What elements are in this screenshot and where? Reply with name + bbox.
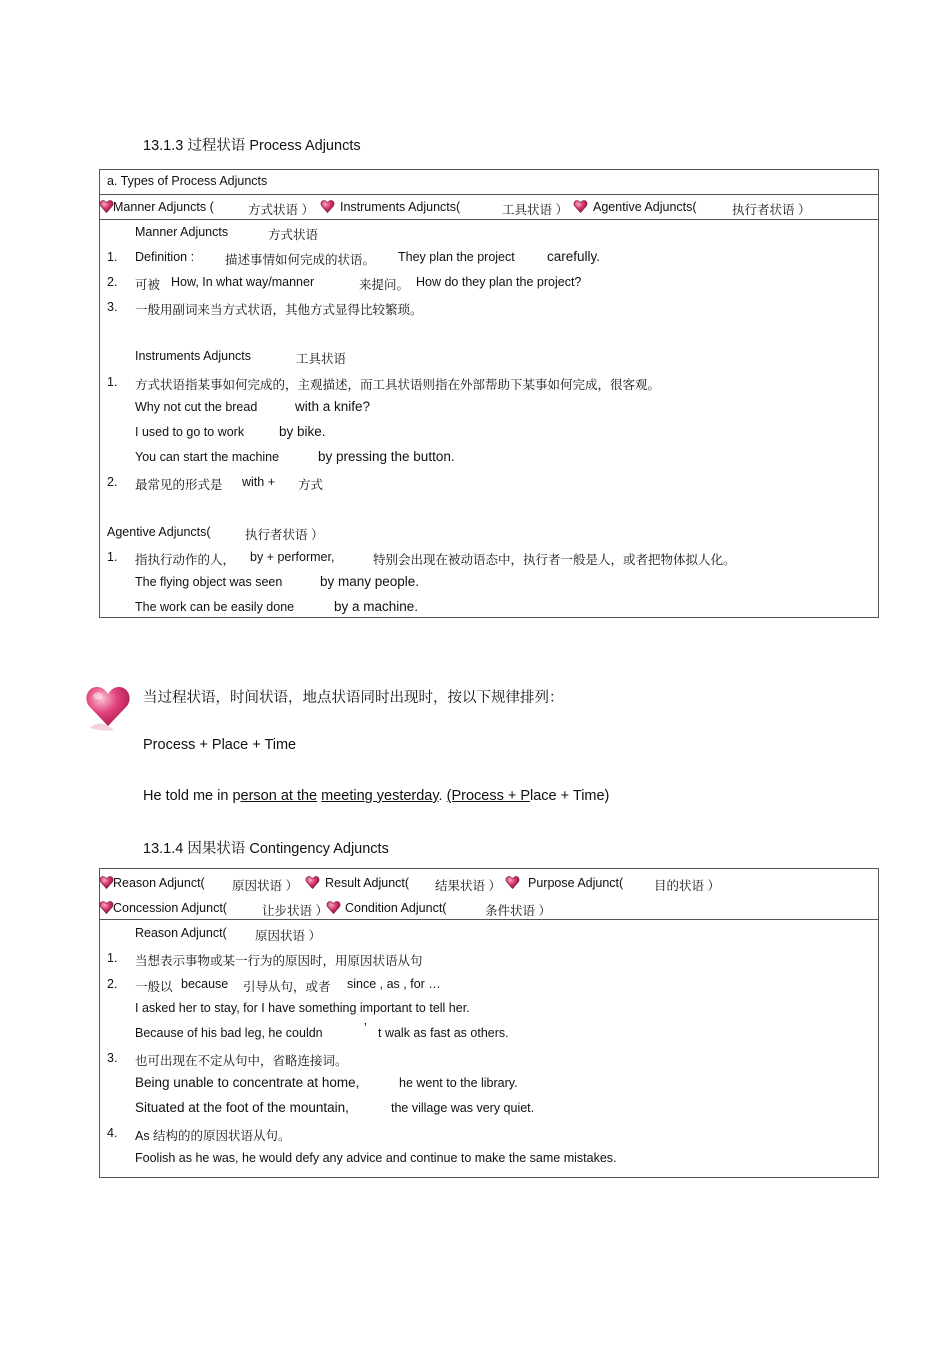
heart-bullet-icon <box>99 199 114 214</box>
type-agentive-en: Agentive Adjuncts( <box>593 200 697 214</box>
example-text: carefully. <box>547 249 601 264</box>
type-result-en: Result Adjunct( <box>325 876 410 890</box>
rule-text: 当过程状语，时间状语，地点状语同时出现时，按以下规律排列： <box>143 690 564 706</box>
example-text: t walk as fast as others. <box>378 1026 509 1040</box>
example-text: You can start the machine <box>135 450 280 464</box>
example-text: by many people. <box>320 574 420 589</box>
example-text: Why not cut the bread <box>135 400 258 414</box>
list-number: 3. <box>107 1051 118 1065</box>
note-text: 一般以 <box>135 980 173 994</box>
big-heart-icon <box>84 684 136 734</box>
table-divider <box>99 219 879 220</box>
type-agentive-zh: 执行者状语 ） <box>732 203 811 217</box>
list-number: 1. <box>107 375 118 389</box>
note-text: 也可出现在不定从句中，省略连接词。 <box>135 1054 348 1068</box>
example-text: Being unable to concentrate at home, <box>135 1075 360 1090</box>
agentive-heading-en: Agentive Adjuncts( <box>107 525 211 539</box>
heart-bullet-icon <box>505 875 520 890</box>
section-title-process-adjuncts: 13.1.3 过程状语 Process Adjuncts <box>143 138 361 154</box>
definition-label: Definition : <box>135 250 195 264</box>
example-text: Situated at the foot of the mountain, <box>135 1100 349 1115</box>
question-text: How do they plan the project? <box>416 275 582 289</box>
type-purpose-zh: 目的状语 ） <box>654 879 720 893</box>
rule-example: He told me in person at the meeting yesterday. (Process + Place + Time) <box>143 788 610 804</box>
list-number: 2. <box>107 977 118 991</box>
example-text: by pressing the button. <box>318 449 455 464</box>
note-text: As 结构的的原因状语从句。 <box>135 1129 291 1143</box>
form-text: 最常见的形式是 <box>135 478 223 492</box>
type-manner-en: Manner Adjuncts ( <box>113 200 214 214</box>
question-text: How, In what way/manner <box>171 275 315 289</box>
rule-order: Process + Place + Time <box>143 737 297 753</box>
manner-heading-en: Manner Adjuncts <box>135 225 229 239</box>
example-text: he went to the library. <box>399 1076 518 1090</box>
example-text: ’ <box>364 1021 367 1035</box>
type-instruments-zh: 工具状语 ） <box>502 203 568 217</box>
table-divider <box>99 919 879 920</box>
instruments-heading-zh: 工具状语 <box>296 352 347 366</box>
note-text: 一般用副词来当方式状语，其他方式显得比较繁琐。 <box>135 303 423 317</box>
table-title: a. Types of Process Adjuncts <box>107 174 268 188</box>
example-text: Foolish as he was, he would defy any advice and continue to make the same mistakes. <box>135 1151 617 1165</box>
note-text: 方式状语指某事如何完成的，主观描述，而工具状语则指在外部帮助下某事如何完成，很客观。 <box>135 378 661 392</box>
type-result-zh: 结果状语 ） <box>435 879 501 893</box>
example-text: Because of his bad leg, he couldn <box>135 1026 323 1040</box>
example-text: by bike. <box>279 424 326 439</box>
example-text: They plan the project <box>398 250 515 264</box>
example-text: I used to go to work <box>135 425 245 439</box>
example-text: The work can be easily done <box>135 600 295 614</box>
list-number: 2. <box>107 475 118 489</box>
example-text: with a knife? <box>295 399 371 414</box>
table-divider <box>99 194 879 195</box>
type-purpose-en: Purpose Adjunct( <box>528 876 624 890</box>
heart-bullet-icon <box>573 199 588 214</box>
list-number: 3. <box>107 300 118 314</box>
manner-heading-zh: 方式状语 <box>268 228 319 242</box>
question-text: 可被 <box>135 278 161 292</box>
example-text: I asked her to stay, for I have something important to tell her. <box>135 1001 470 1015</box>
note-text: because <box>181 977 229 991</box>
type-concession-zh: 让步状语 ） <box>262 904 328 918</box>
example-text: The flying object was seen <box>135 575 283 589</box>
reason-heading-zh: 原因状语 ） <box>255 929 321 943</box>
example-text: by a machine. <box>334 599 419 614</box>
form-text: with + <box>242 475 276 489</box>
example-text: the village was very quiet. <box>391 1101 535 1115</box>
note-text: by + performer, <box>250 550 335 564</box>
list-number: 1. <box>107 951 118 965</box>
type-condition-zh: 条件状语 ） <box>485 904 551 918</box>
type-reason-en: Reason Adjunct( <box>113 876 205 890</box>
list-number: 1. <box>107 550 118 564</box>
list-number: 4. <box>107 1126 118 1140</box>
reason-heading-en: Reason Adjunct( <box>135 926 227 940</box>
heart-bullet-icon <box>326 900 341 915</box>
definition-text: 描述事情如何完成的状语。 <box>225 253 376 267</box>
instruments-heading-en: Instruments Adjuncts <box>135 349 252 363</box>
heart-bullet-icon <box>99 900 114 915</box>
question-text: 来提问。 <box>359 278 410 292</box>
section-title-contingency-adjuncts: 13.1.4 因果状语 Contingency Adjuncts <box>143 841 389 857</box>
note-text: 特别会出现在被动语态中，执行者一般是人，或者把物体拟人化。 <box>373 553 736 567</box>
list-number: 2. <box>107 275 118 289</box>
note-text: 指执行动作的人， <box>135 553 236 567</box>
type-manner-zh: 方式状语 ） <box>248 203 314 217</box>
note-text: 引导从句，或者 <box>243 980 331 994</box>
note-text: since , as , for … <box>347 977 441 991</box>
heart-bullet-icon <box>305 875 320 890</box>
form-text: 方式 <box>298 478 324 492</box>
agentive-heading-zh: 执行者状语 ） <box>245 528 324 542</box>
heart-bullet-icon <box>99 875 114 890</box>
note-text: 当想表示事物或某一行为的原因时，用原因状语从句 <box>135 954 423 968</box>
type-instruments-en: Instruments Adjuncts( <box>340 200 461 214</box>
type-reason-zh: 原因状语 ） <box>232 879 298 893</box>
list-number: 1. <box>107 250 118 264</box>
type-concession-en: Concession Adjunct( <box>113 901 227 915</box>
type-condition-en: Condition Adjunct( <box>345 901 447 915</box>
heart-bullet-icon <box>320 199 335 214</box>
